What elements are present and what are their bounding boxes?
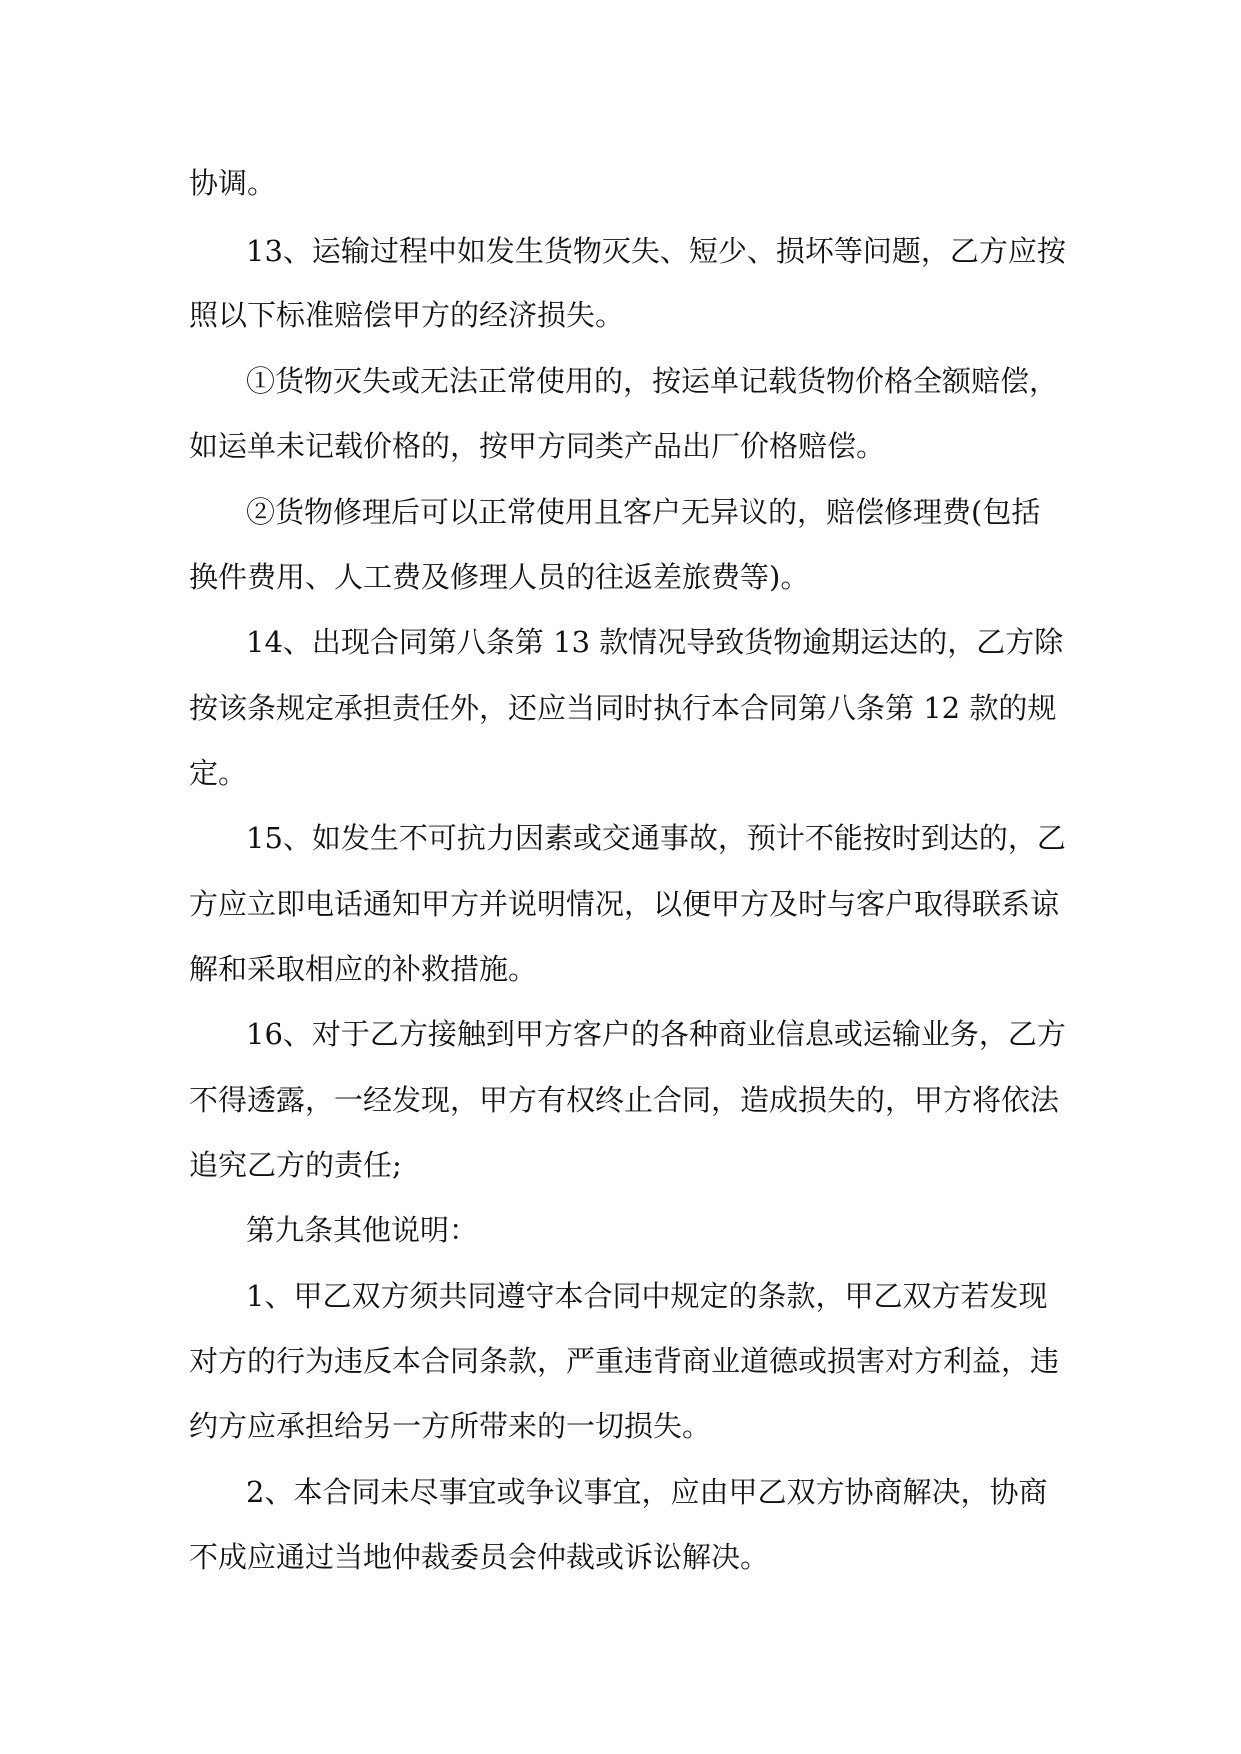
- text-line: 15、如发生不可抗力因素或交通事故，预计不能按时到达的，乙: [246, 821, 1066, 855]
- text-line: 2、本合同未尽事宜或争议事宜，应由甲乙双方协商解决，协商: [246, 1475, 1048, 1509]
- text-line: 协调。: [189, 166, 277, 200]
- text-line: 第九条其他说明：: [246, 1213, 479, 1247]
- text-line: ②货物修理后可以正常使用且客户无异议的，赔偿修理费(包括: [246, 495, 1041, 529]
- text-line: 1、甲乙双方须共同遵守本合同中规定的条款，甲乙双方若发现: [246, 1279, 1048, 1313]
- text-line: 照以下标准赔偿甲方的经济损失。: [189, 298, 625, 332]
- text-line: 如运单未记载价格的，按甲方同类产品出厂价格赔偿。: [189, 429, 886, 463]
- text-line: 解和采取相应的补救措施。: [189, 952, 538, 986]
- text-line: 不成应通过当地仲裁委员会仲裁或诉讼解决。: [189, 1540, 770, 1574]
- text-line: 按该条规定承担责任外，还应当同时执行本合同第八条第 12 款的规: [189, 691, 1057, 725]
- text-line: 不得透露，一经发现，甲方有权终止合同，造成损失的，甲方将依法: [189, 1083, 1060, 1117]
- text-line: 方应立即电话通知甲方并说明情况，以便甲方及时与客户取得联系谅: [189, 887, 1060, 921]
- text-line: 定。: [189, 756, 248, 790]
- text-line: 追究乙方的责任;: [189, 1148, 402, 1182]
- text-line: ①货物灭失或无法正常使用的，按运单记载货物价格全额赔偿，: [246, 364, 1059, 398]
- text-line: 换件费用、人工费及修理人员的往返差旅费等)。: [189, 560, 810, 594]
- text-line: 对方的行为违反本合同条款，严重违背商业道德或损害对方利益，违: [189, 1344, 1060, 1378]
- text-line: 约方应承担给另一方所带来的一切损失。: [189, 1409, 712, 1443]
- text-line: 14、出现合同第八条第 13 款情况导致货物逾期运达的，乙方除: [246, 625, 1064, 659]
- text-line: 16、对于乙方接触到甲方客户的各种商业信息或运输业务，乙方: [246, 1017, 1066, 1051]
- text-line: 13、运输过程中如发生货物灭失、短少、损坏等问题，乙方应按: [246, 234, 1066, 268]
